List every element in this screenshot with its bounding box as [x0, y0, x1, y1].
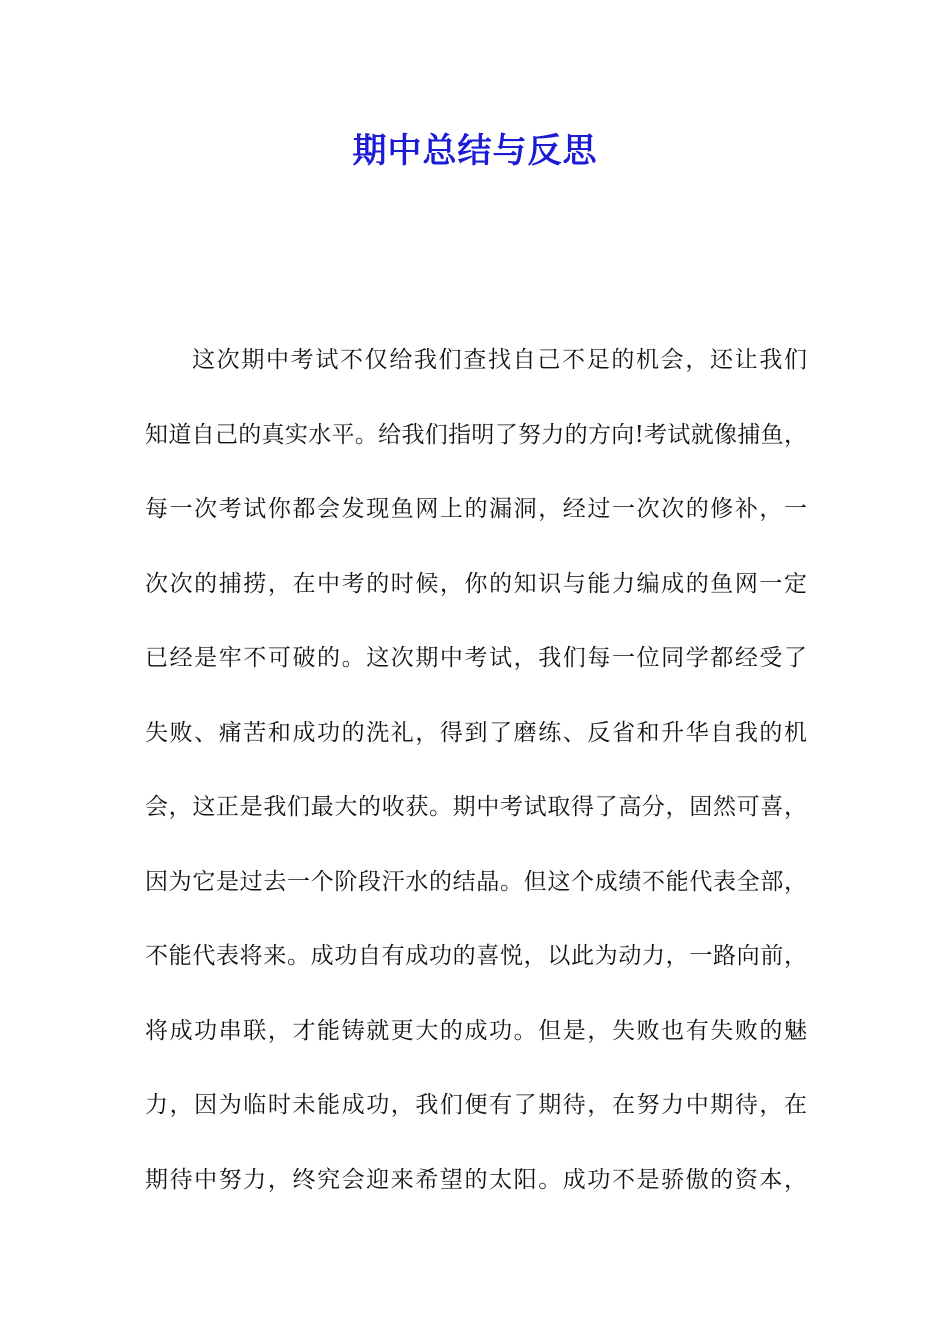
body-line: 会，这正是我们最大的收获。期中考试取得了高分，固然可喜， [145, 794, 807, 820]
document-body [145, 334, 807, 1228]
body-line: 力，因为临时未能成功，我们便有了期待，在努力中期待，在 [145, 1092, 807, 1118]
body-line: 将成功串联，才能铸就更大的成功。但是，失败也有失败的魅 [145, 1017, 807, 1044]
body-line: 已经是牢不可破的。这次期中考试，我们每一位同学都经受了 [145, 645, 807, 671]
body-line: 期待中努力，终究会迎来希望的太阳。成功不是骄傲的资本， [145, 1166, 807, 1193]
document-title: 期中总结与反思 [352, 131, 598, 171]
body-line: 因为它是过去一个阶段汗水的结晶。但这个成绩不能代表全部， [145, 868, 807, 895]
body-line: 知道自己的真实水平。给我们指明了努力的方向!考试就像捕鱼， [145, 421, 807, 448]
body-line: 不能代表将来。成功自有成功的喜悦，以此为动力，一路向前， [145, 943, 807, 969]
body-line: 失败、痛苦和成功的洗礼，得到了磨练、反省和升华自我的机 [145, 719, 807, 746]
body-line: 这次期中考试不仅给我们查找自己不足的机会，还让我们 [192, 347, 807, 373]
body-line: 次次的捕捞，在中考的时候，你的知识与能力编成的鱼网一定 [145, 570, 807, 597]
body-line: 每一次考试你都会发现鱼网上的漏洞，经过一次次的修补，一 [145, 496, 807, 522]
